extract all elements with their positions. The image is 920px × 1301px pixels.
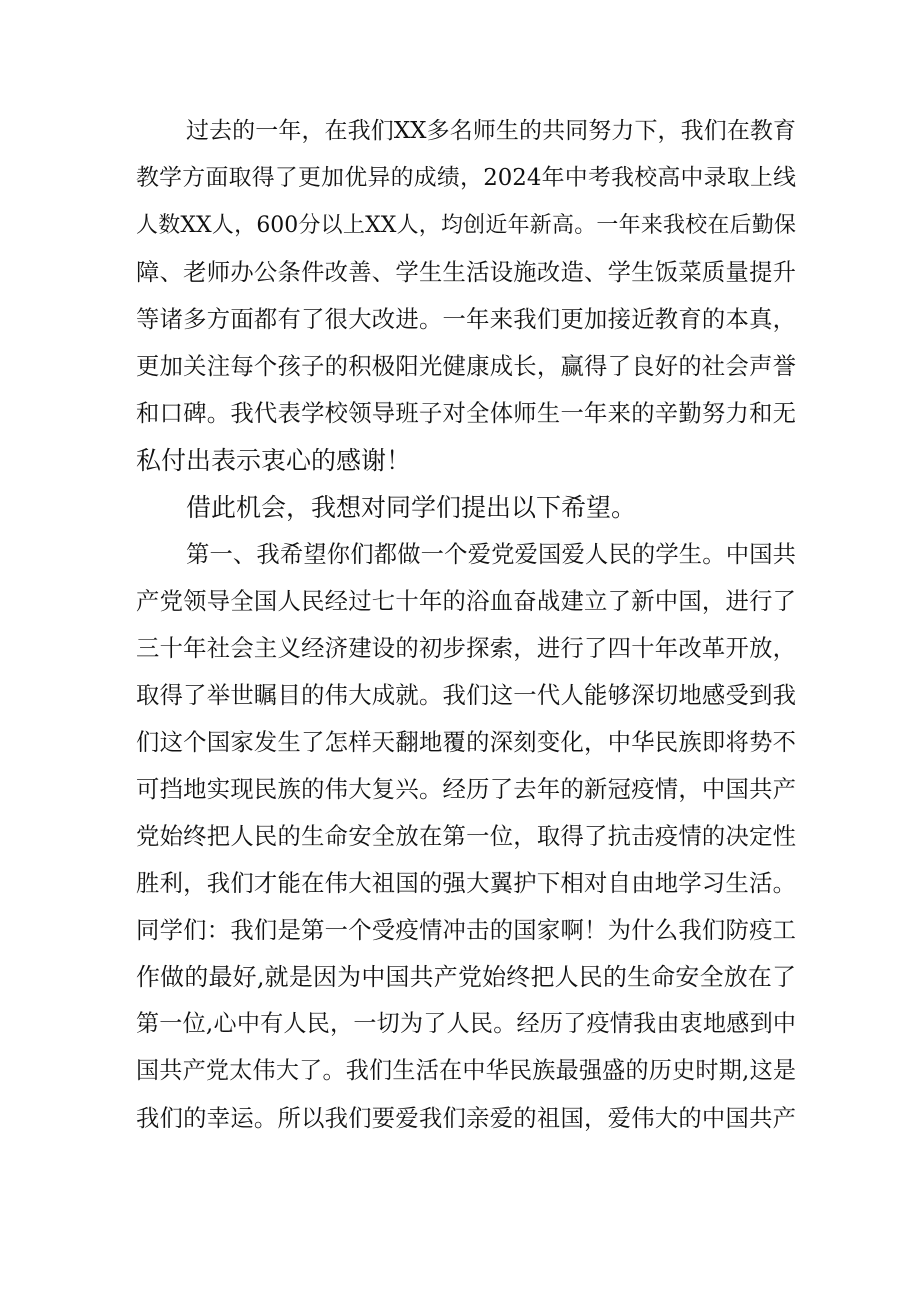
text-line: 等诸多方面都有了很大改进。一年来我们更加接近教育的本真， [136,305,796,333]
text-line: 和口碑。我代表学校领导班子对全体师生一年来的辛勤努力和无 [136,399,796,427]
body-text [136,108,796,1142]
text-line: 更加关注每个孩子的积极阳光健康成长，赢得了良好的社会声誉 [136,352,796,380]
text-line: 我们的幸运。所以我们要爱我们亲爱的祖国，爱伟大的中国共产 [136,1104,796,1132]
text-line: 第一位,心中有人民，一切为了人民。经历了疫情我由衷地感到中 [136,1011,796,1037]
text-line: 可挡地实现民族的伟大复兴。经历了去年的新冠疫情，中国共产 [136,775,796,803]
text-line: 障、老师办公条件改善、学生生活设施改造、学生饭菜质量提升 [136,258,796,286]
text-line: 国共产党太伟大了。我们生活在中华民族最强盛的历史时期,这是 [136,1058,796,1084]
text-line: 们这个国家发生了怎样天翻地覆的深刻变化，中华民族即将势不 [136,728,796,756]
text-line: 过去的一年，在我们XX多名师生的共同努力下，我们在教育 [186,118,796,144]
text-line: 三十年社会主义经济建设的初步探索，进行了四十年改革开放， [136,634,796,662]
text-line: 同学们：我们是第一个受疫情冲击的国家啊！为什么我们防疫工 [136,916,796,944]
text-line: 作做的最好,就是因为中国共产党始终把人民的生命安全放在了 [136,963,796,991]
text-line: 胜利，我们才能在伟大祖国的强大翼护下相对自由地学习生活。 [136,869,796,897]
text-line: 取得了举世瞩目的伟大成就。我们这一代人能够深切地感受到我 [136,681,796,709]
text-line: 产党领导全国人民经过七十年的浴血奋战建立了新中国，进行了 [136,587,796,615]
text-line: 借此机会，我想对同学们提出以下希望。 [186,493,637,522]
text-line: 第一、我希望你们都做一个爱党爱国爱人民的学生。中国共 [186,540,796,568]
text-line: 教学方面取得了更加优异的成绩，2024年中考我校高中录取上线 [136,165,796,191]
text-line: 党始终把人民的生命安全放在第一位，取得了抗击疫情的决定性 [136,822,796,850]
text-line: 私付出表示衷心的感谢！ [136,446,412,475]
text-line: 人数XX人，600分以上XX人，均创近年新高。一年来我校在后勤保 [136,213,796,238]
